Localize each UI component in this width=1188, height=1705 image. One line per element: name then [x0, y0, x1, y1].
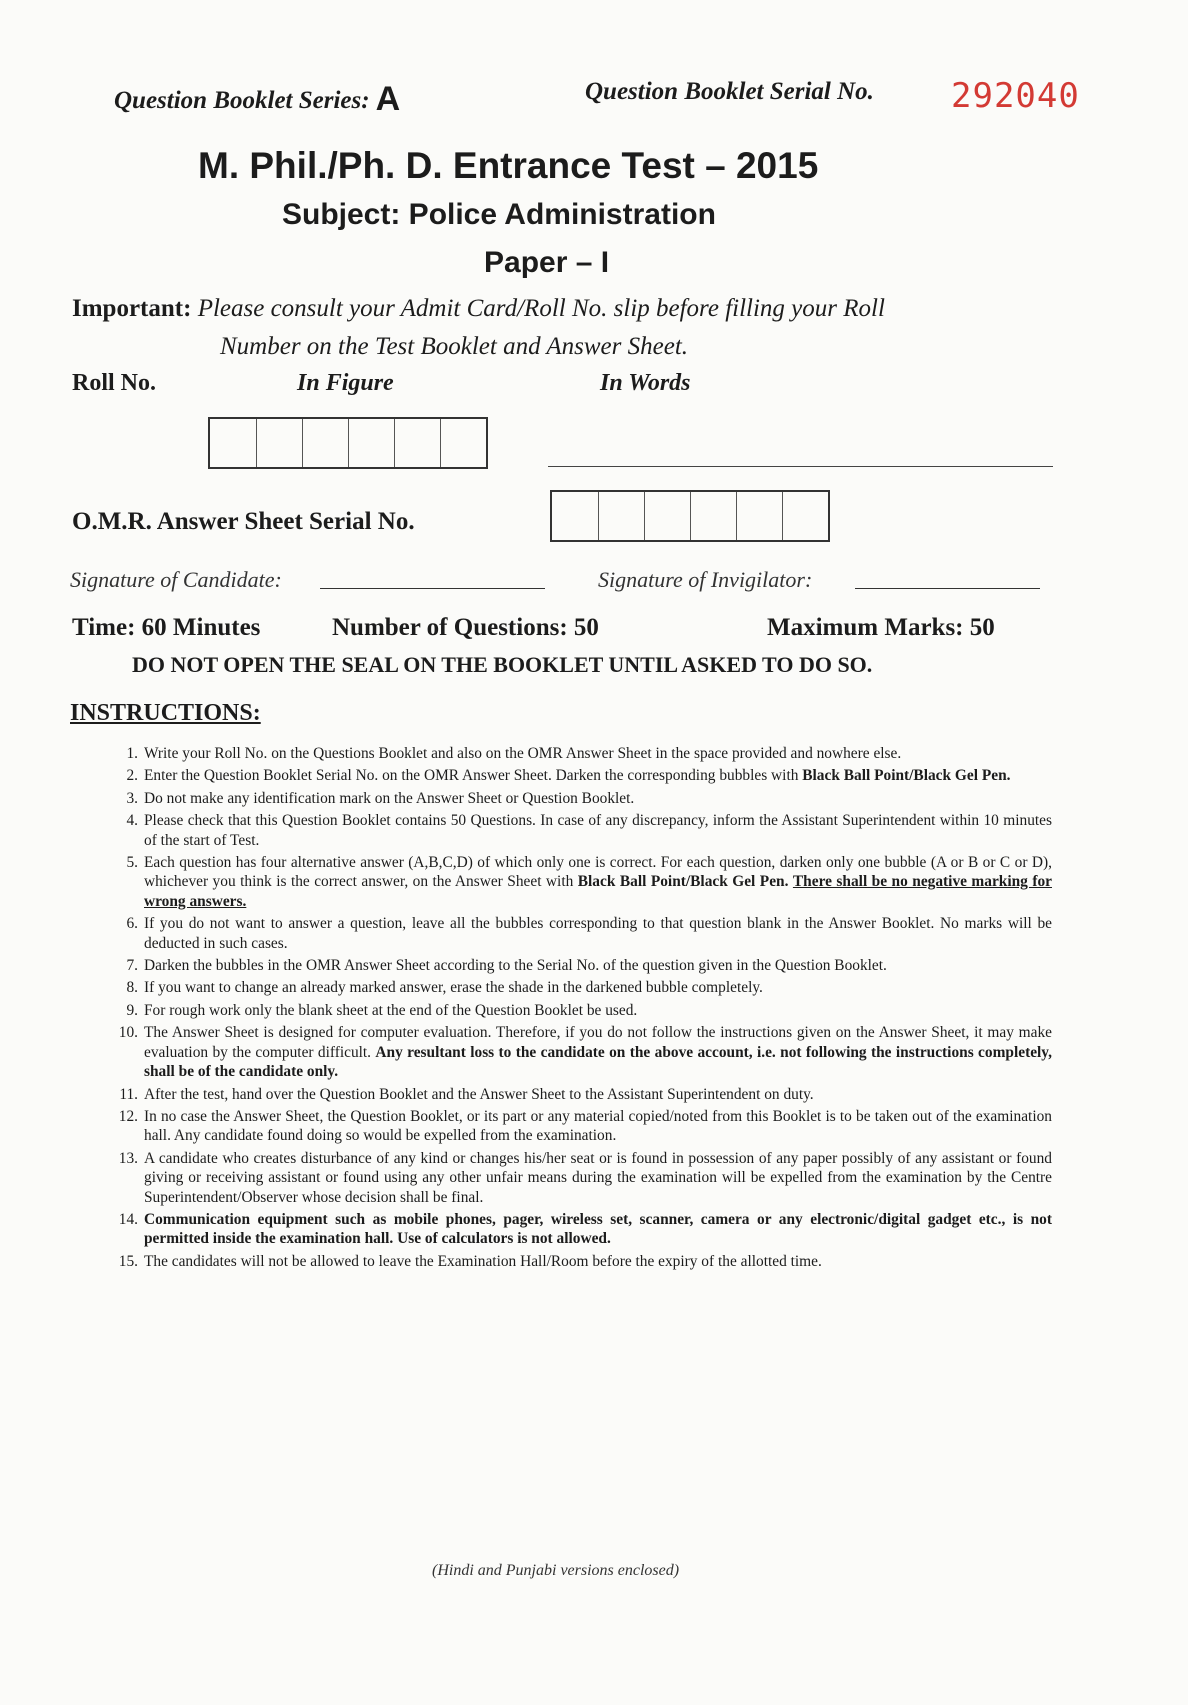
instruction-number: 15. — [118, 1252, 138, 1270]
instruction-number: 3. — [126, 789, 138, 807]
paper-heading: Paper – I — [484, 246, 610, 279]
instruction-number: 2. — [126, 767, 138, 785]
instruction-text: If you do not want to answer a question, leave all the bubbles corresponding to that question blank in the Answer Booklet. No marks will be deducted in such cases. — [144, 915, 1052, 952]
instruction-number: 14. — [118, 1210, 138, 1228]
instruction-text: Darken the bubbles in the OMR Answer Sheet according to the Serial No. of the question given in the Question Booklet. — [144, 957, 887, 975]
instruction-item — [112, 956, 1052, 975]
instruction-number: 12. — [118, 1107, 138, 1125]
series-label-text: Question Booklet Series: — [114, 87, 370, 114]
instruction-text: Do not make any identification mark on the Answer Sheet or Question Booklet. — [144, 789, 635, 807]
omr-serial-label: O.M.R. Answer Sheet Serial No. — [72, 508, 415, 535]
instruction-text: After the test, hand over the Question Booklet and the Answer Sheet to the Assistant Superintendent on duty. — [144, 1085, 814, 1103]
marks-info: Maximum Marks: 50 — [767, 614, 995, 641]
instruction-item — [112, 1001, 1052, 1020]
signature-candidate-label: Signature of Candidate: — [70, 567, 282, 592]
instruction-text: The candidates will not be allowed to leave the Examination Hall/Room before the expiry of the allotted time. — [144, 1252, 822, 1270]
important-note — [72, 290, 1072, 366]
instruction-number: 11. — [119, 1085, 138, 1103]
instruction-number: 4. — [126, 812, 138, 830]
instruction-bold-text: Any resultant loss to the candidate on the above account, i.e. not following the instructions completely, shall be of the candidate only. — [144, 1043, 1052, 1081]
important-text-line2: Number on the Test Booklet and Answer Sheet. — [220, 333, 689, 360]
roll-digit-box[interactable] — [210, 419, 256, 467]
instruction-item — [112, 1085, 1052, 1104]
roll-digit-box[interactable] — [348, 419, 394, 467]
subject-heading: Subject: Police Administration — [282, 198, 716, 231]
instruction-text: The Answer Sheet is designed for computer evaluation. Therefore, if you do not follow the instructions given on the Answer Sheet, it may make evaluation by the computer difficult. — [144, 1024, 1052, 1061]
instruction-item — [112, 1149, 1052, 1207]
instruction-number: 13. — [118, 1149, 138, 1167]
instruction-bold-text: Black Ball Point/Black Gel Pen. — [802, 767, 1011, 785]
instruction-text: Enter the Question Booklet Serial No. on the OMR Answer Sheet. Darken the corresponding bubbles with — [144, 767, 803, 785]
instruction-text: Write your Roll No. on the Questions Booklet and also on the OMR Answer Sheet in the space provided and nowhere else. — [144, 745, 902, 762]
instruction-number: 8. — [126, 979, 138, 997]
instruction-text: Please check that this Question Booklet contains 50 Questions. In case of any discrepancy, inform the Assistant Superintendent within 10 minutes of the start of Test. — [144, 812, 1052, 849]
footer-note: (Hindi and Punjabi versions enclosed) — [432, 1562, 680, 1579]
instruction-item — [112, 744, 1052, 763]
roll-number-boxes[interactable] — [208, 417, 488, 469]
roll-digit-box[interactable] — [256, 419, 302, 467]
series-label — [114, 78, 400, 117]
instruction-text: In no case the Answer Sheet, the Question Booklet, or its part or any material copied/noted from this Booklet is to be taken out of the examination hall. Any candidate found doing so would be expelled from the examination. — [144, 1107, 1052, 1145]
omr-digit-box[interactable] — [736, 492, 782, 540]
instruction-number: 10. — [118, 1024, 138, 1042]
signature-invigilator-line[interactable] — [855, 588, 1040, 589]
time-info: Time: 60 Minutes — [72, 614, 261, 641]
instruction-text: For rough work only the blank sheet at the end of the Question Booklet be used. — [144, 1001, 638, 1019]
instruction-number: 6. — [126, 915, 138, 933]
roll-digit-box[interactable] — [440, 419, 486, 467]
instruction-bold-text: Communication equipment such as mobile phones, pager, wireless set, scanner, camera or any electronic/digital gadget etc., is not permitted inside the examination hall. Use of calculators is not allowed. — [144, 1210, 1052, 1248]
signature-candidate-line[interactable] — [320, 588, 545, 589]
instruction-number: 1. — [126, 745, 138, 762]
instruction-item — [112, 978, 1052, 997]
signature-invigilator-label: Signature of Invigilator: — [598, 567, 813, 592]
instruction-item — [112, 914, 1052, 953]
seal-notice: DO NOT OPEN THE SEAL ON THE BOOKLET UNTIL ASKED TO DO SO. — [132, 652, 873, 677]
omr-digit-box[interactable] — [782, 492, 828, 540]
instruction-number: 5. — [126, 854, 138, 872]
instruction-text: Each question has four alternative answer (A,B,C,D) of which only one is correct. For each question, darken only one bubble (A or B or C or D), whichever you think is the correct answer, on the Answer Sheet with — [144, 854, 1052, 891]
instruction-item — [112, 766, 1052, 785]
instruction-underlined-text: There shall be no negative marking for wrong answers. — [144, 873, 1052, 910]
serial-number: 292040 — [951, 76, 1080, 116]
omr-digit-box[interactable] — [644, 492, 690, 540]
instruction-item — [112, 811, 1052, 850]
instruction-number: 7. — [126, 957, 138, 975]
instructions-heading: INSTRUCTIONS: — [70, 700, 261, 726]
omr-serial-boxes[interactable] — [550, 490, 830, 542]
questions-info: Number of Questions: 50 — [332, 614, 599, 641]
instruction-item — [112, 1023, 1052, 1081]
instruction-item — [112, 1210, 1052, 1249]
omr-digit-box[interactable] — [552, 492, 598, 540]
instruction-text: A candidate who creates disturbance of any kind or changes his/her seat or is found in possession of any paper possibly of any assistant or found giving or receiving assistant or found using any other unfair means during the examination will be expelled from the examination by the Centre Superintendent/Observer whose decision shall be final. — [144, 1149, 1052, 1206]
roll-digit-box[interactable] — [302, 419, 348, 467]
roll-digit-box[interactable] — [394, 419, 440, 467]
roll-in-figure-label: In Figure — [297, 370, 394, 396]
roll-in-words-line[interactable] — [548, 466, 1053, 467]
instruction-number: 9. — [126, 1001, 138, 1019]
instruction-item — [112, 1252, 1052, 1271]
roll-in-words-label: In Words — [600, 370, 691, 396]
series-value: A — [375, 80, 401, 118]
instruction-item — [112, 853, 1052, 911]
roll-label: Roll No. — [72, 370, 156, 396]
instruction-item — [112, 1107, 1052, 1146]
omr-digit-box[interactable] — [598, 492, 644, 540]
omr-digit-box[interactable] — [690, 492, 736, 540]
instruction-text: If you want to change an already marked answer, erase the shade in the darkened bubble completely. — [144, 979, 763, 997]
instructions-list — [112, 744, 1052, 1274]
serial-label: Question Booklet Serial No. — [585, 78, 874, 105]
important-text-line1: Please consult your Admit Card/Roll No. slip before filling your Roll — [197, 295, 885, 322]
instruction-item — [112, 789, 1052, 808]
page-title: M. Phil./Ph. D. Entrance Test – 2015 — [198, 145, 819, 186]
important-label: Important: — [72, 295, 192, 322]
instruction-bold-text: Black Ball Point/Black Gel Pen. — [577, 873, 789, 891]
